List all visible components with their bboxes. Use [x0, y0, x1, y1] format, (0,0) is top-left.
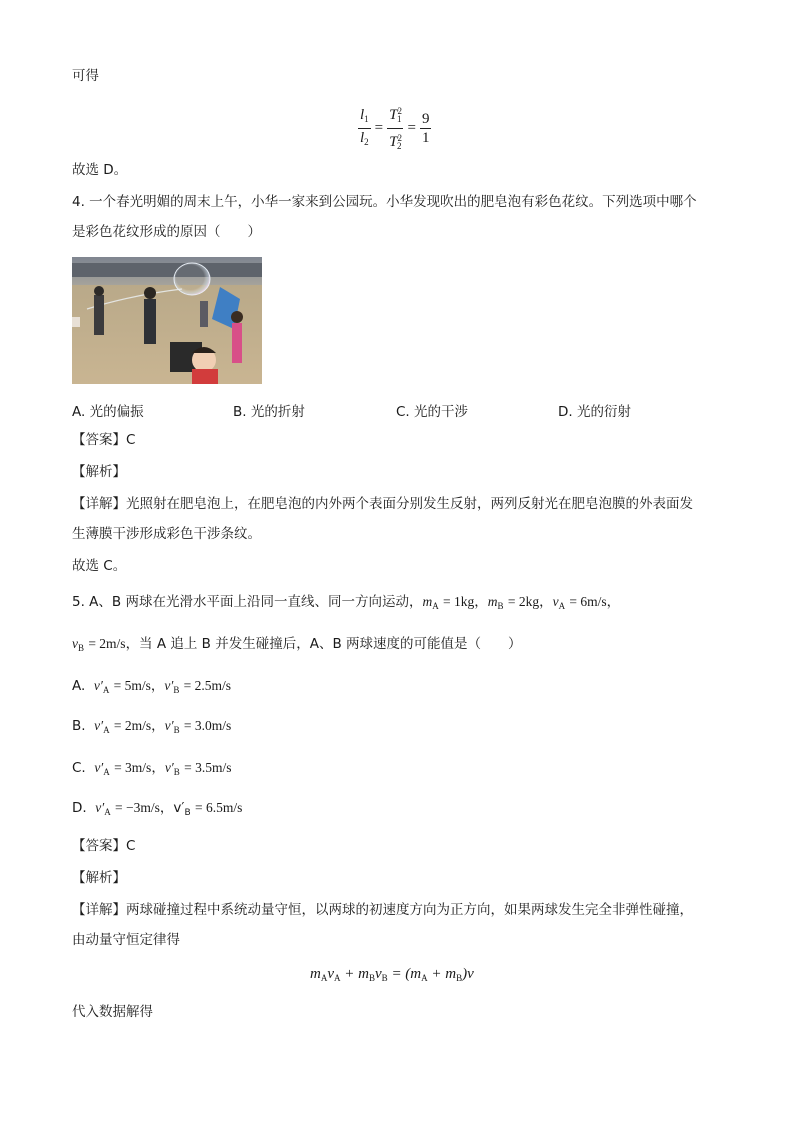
- intro-text: 可得: [72, 68, 99, 84]
- q4-option-d[interactable]: D. 光的衍射: [558, 404, 631, 420]
- q5-detail-line2: 由动量守恒定律得: [72, 932, 180, 948]
- fraction-9-1: $\frac{9}{1}$: [421, 111, 430, 146]
- q4-stem-line2: 是彩色花纹形成的原因（ ）: [72, 224, 261, 240]
- q4-stem-line1: 4. 一个春光明媚的周末上午，小华一家来到公园玩。小华发现吹出的肥皂泡有彩色花纹。下列选项中哪个: [72, 194, 697, 210]
- q5-option-d[interactable]: D. $v'_A = -3m/s$，$v'_B = 6.5m/s$: [72, 800, 243, 818]
- q4-detail-line2: 生薄膜干涉形成彩色干涉条纹。: [72, 526, 261, 542]
- q5-option-c[interactable]: C. $v'_A = 3m/s$，$v'_B = 3.5m/s$: [72, 760, 232, 777]
- q4-conclusion: 故选 C。: [72, 558, 127, 574]
- q4-answer: 【答案】C: [72, 432, 136, 448]
- fraction-l1-l2: $\frac{l_1}{l_2}$: [360, 107, 369, 147]
- q4-option-c[interactable]: C. 光的干涉: [396, 404, 469, 420]
- fraction-t1-t2: $\frac{T^2_1}{T^2_2}$: [387, 102, 403, 155]
- momentum-equation: $m_Av_A + m_Bv_B = (m_A + m_B)v$: [310, 966, 474, 983]
- q5-analysis-label: 【解析】: [72, 870, 126, 886]
- q5-detail-line1: 【详解】两球碰撞过程中系统动量守恒，以两球的初速度方向为正方向，如果两球发生完全非弹性碰撞，: [72, 902, 693, 918]
- soap-bubble-photo: [72, 257, 262, 384]
- q5-final-text: 代入数据解得: [72, 1004, 153, 1020]
- q5-stem-line2: $v_B = 2m/s$，当 A 追上 B 并发生碰撞后，A、B 两球速度的可能值是（ ）: [72, 636, 522, 653]
- q4-option-a[interactable]: A. 光的偏振: [72, 404, 144, 420]
- q5-option-a[interactable]: A. $v'_A = 5m/s$，$v'_B = 2.5m/s$: [72, 678, 232, 695]
- ratio-equation: $\frac{l_1}{l_2}$ = $\frac{T^2_1}{T^2_2}$ = $\frac{9}{1}$: [358, 102, 431, 155]
- q5-answer: 【答案】C: [72, 838, 136, 854]
- q4-analysis-label: 【解析】: [72, 464, 126, 480]
- q4-option-b[interactable]: B. 光的折射: [233, 404, 305, 420]
- q3-conclusion: 故选 D。: [72, 162, 128, 178]
- q5-stem-line1: 5. A、B 两球在光滑水平面上沿同一直线、同一方向运动，$m_A = 1kg$，$m_B = 2kg$，$v_A = 6m/s$，: [72, 594, 621, 611]
- q5-option-b[interactable]: B. $v'_A = 2m/s$，$v'_B = 3.0m/s$: [72, 718, 232, 735]
- q4-detail-line1: 【详解】光照射在肥皂泡上，在肥皂泡的内外两个表面分别发生反射，两列反射光在肥皂泡膜的外表面发: [72, 496, 693, 512]
